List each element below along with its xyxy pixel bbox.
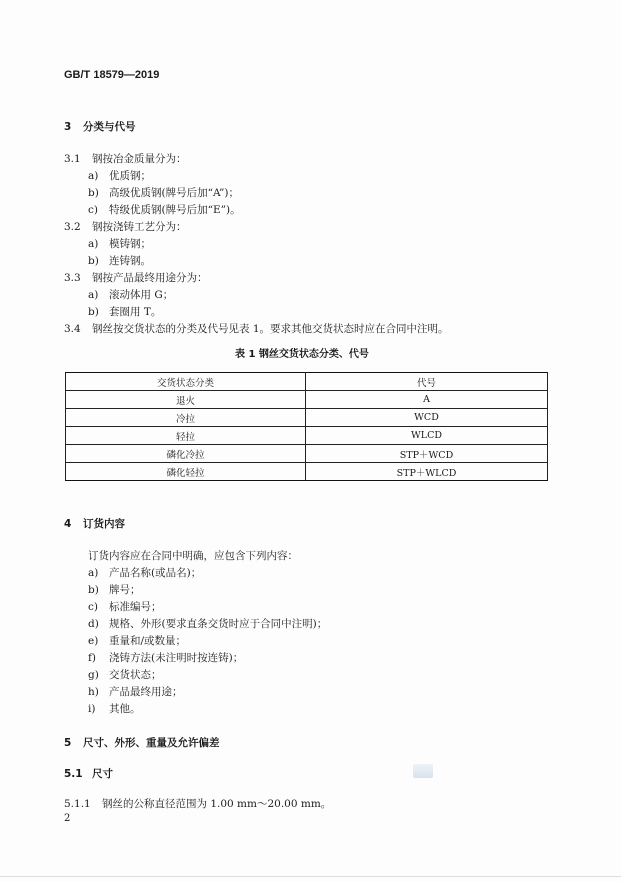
list-item-text: 重量和/或数量； [109, 635, 187, 647]
table-cell: 轻拉 [66, 427, 306, 445]
table-cell: 磷化轻拉 [66, 463, 306, 481]
clause-3-4-number: 3.4 [64, 323, 81, 335]
table-header-row [66, 373, 548, 391]
watermark-logo-icon [413, 764, 433, 778]
table-cell: STP＋WLCD [306, 463, 548, 481]
table-cell: 退火 [66, 391, 306, 409]
list-item-number: b) [88, 255, 99, 267]
clause-3-4-text: 钢丝按交货状态的分类及代号见表 1。要求其他交货状态时应在合同中注明。 [92, 323, 449, 335]
clause-3-1-text: 钢按冶金质量分为： [92, 153, 187, 165]
section-5-number: 5 [64, 737, 72, 749]
list-item-text: 浇铸方法(未注明时按连铸)； [109, 652, 244, 664]
list-item-text: 产品名称(或品名)； [109, 567, 202, 579]
table-cell: WLCD [306, 427, 548, 445]
list-item-number: e) [88, 635, 99, 647]
list-item-number: b) [88, 584, 99, 596]
table-cell: WCD [306, 409, 548, 427]
delivery-state-table [65, 372, 548, 481]
section-4-number: 4 [64, 518, 72, 530]
list-item-number: f) [88, 652, 96, 664]
list-item-text: 优质钢； [109, 170, 151, 182]
clause-5-1-1-text: 钢丝的公称直径范围为 1.00 mm～20.00 mm。 [102, 798, 332, 810]
page-bottom-edge [0, 876, 621, 877]
clause-3-3-number: 3.3 [64, 272, 81, 284]
clause-3-2-number: 3.2 [64, 221, 81, 233]
list-item-number: b) [88, 187, 99, 199]
page-number: 2 [64, 813, 71, 824]
table-row [66, 409, 548, 427]
list-item-number: a) [88, 289, 99, 301]
list-item-text: 特级优质钢(牌号后加“E”)。 [109, 204, 241, 216]
list-item-number: g) [88, 669, 99, 681]
table-cell: 冷拉 [66, 409, 306, 427]
list-item-text: 交货状态； [109, 669, 162, 681]
list-item-number: a) [88, 170, 99, 182]
list-item-number: a) [88, 238, 99, 250]
list-item-text: 滚动体用 G； [109, 289, 174, 301]
list-item-number: c) [88, 204, 98, 216]
list-item-text: 标准编号； [109, 601, 162, 613]
list-item-text: 规格、外形(要求直条交货时应于合同中注明)； [109, 618, 328, 630]
table-caption: 表 1 钢丝交货状态分类、代号 [235, 349, 369, 360]
list-item-number: d) [88, 618, 99, 630]
list-item-text: 模铸钢； [109, 238, 151, 250]
clause-3-1-number: 3.1 [64, 153, 81, 165]
table-row [66, 445, 548, 463]
list-item-number: a) [88, 567, 99, 579]
list-item-text: 高级优质钢(牌号后加“A”)； [109, 187, 239, 199]
list-item-number: c) [88, 601, 98, 613]
list-item-number: i) [88, 703, 96, 715]
list-item-number: h) [88, 686, 99, 698]
table-header-cell: 交货状态分类 [66, 373, 306, 391]
table-cell: 磷化冷拉 [66, 445, 306, 463]
table-row [66, 391, 548, 409]
clause-5-1-number: 5.1 [64, 768, 83, 780]
list-item-text: 牌号； [109, 584, 141, 596]
section-4-heading: 订货内容 [83, 518, 125, 530]
list-item-text: 连铸钢。 [109, 255, 151, 267]
clause-5-1-heading: 尺寸 [92, 768, 113, 780]
table-row [66, 427, 548, 445]
section-5-heading: 尺寸、外形、重量及允许偏差 [83, 737, 220, 749]
list-item-number: b) [88, 306, 99, 318]
section-3-heading: 分类与代号 [83, 121, 136, 133]
standard-number: GB/T 18579—2019 [64, 69, 160, 81]
section-3-number: 3 [64, 121, 72, 133]
table-row [66, 463, 548, 481]
clause-3-2-text: 钢按浇铸工艺分为： [92, 221, 187, 233]
list-item-text: 套圈用 T。 [109, 306, 162, 318]
list-item-text: 产品最终用途； [109, 686, 183, 698]
clause-3-3-text: 钢按产品最终用途分为： [92, 272, 208, 284]
list-item-text: 其他。 [109, 703, 141, 715]
table-header-cell: 代号 [306, 373, 548, 391]
clause-5-1-1-number: 5.1.1 [64, 798, 91, 810]
section-4-intro: 订货内容应在合同中明确，应包含下列内容： [88, 550, 298, 562]
table-cell: A [306, 391, 548, 409]
table-cell: STP＋WCD [306, 445, 548, 463]
